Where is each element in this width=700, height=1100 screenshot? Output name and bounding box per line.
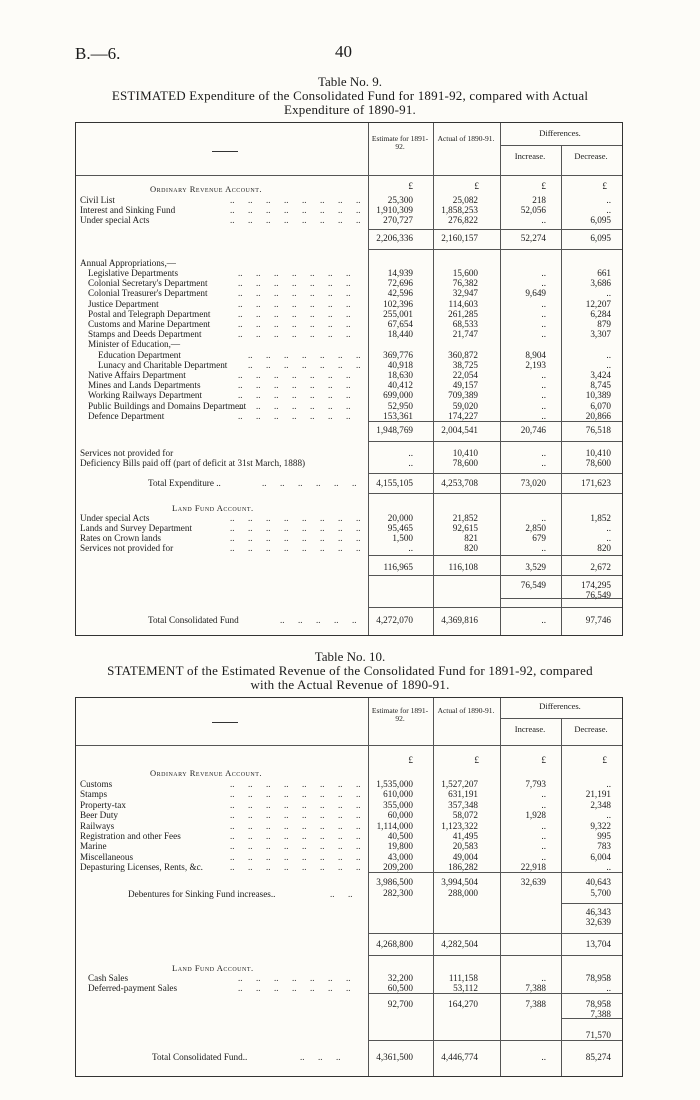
cell-dec: .. <box>606 288 611 299</box>
cell-inc: .. <box>541 410 546 421</box>
cell-est: 42,596 <box>387 288 413 299</box>
cell-act: 49,157 <box>452 380 478 391</box>
cell-inc: .. <box>541 820 546 831</box>
cell-act: 1,527,207 <box>441 779 478 789</box>
cell-dec: 2,672 <box>590 562 611 572</box>
cell-est: 40,500 <box>387 831 413 841</box>
cell-inc: .. <box>541 841 546 852</box>
cell-est: 32,200 <box>387 973 413 983</box>
leader-dots: .. .. .. .. .. .. .. .. <box>230 215 361 225</box>
cell-inc: 32,639 <box>520 877 546 887</box>
cell-est: 60,000 <box>387 810 413 821</box>
cell-dec: 6,095 <box>590 215 611 225</box>
cell-dec: .. <box>606 533 611 543</box>
row-label: Lunacy and Charitable Department <box>98 359 228 370</box>
cell-act: 4,253,708 <box>441 478 478 488</box>
cell-inc: 7,793 <box>525 779 546 789</box>
cell-inc: 679 <box>532 533 546 543</box>
cell-est: 4,155,105 <box>376 478 413 488</box>
cell-inc: .. <box>541 448 546 458</box>
cell-est: 153,361 <box>383 410 413 421</box>
row-label: Defence Department <box>88 410 165 421</box>
cell-est: 2,206,336 <box>376 233 413 243</box>
cell-act: 2,004,541 <box>441 425 478 435</box>
cell-act: 41,495 <box>452 831 478 841</box>
table10-heading-line2: with the Actual Revenue of 1890-91. <box>250 677 450 692</box>
cell-act: 49,004 <box>452 851 478 862</box>
row-label: Property-tax <box>80 799 126 810</box>
table10-dash <box>212 722 238 723</box>
row-label: Deficiency Bills paid off (part of deficit at 31st March, 1888) <box>80 458 306 468</box>
row-label: Justice Department <box>88 298 159 309</box>
table9-col-actual: Actual of 1890-91. <box>437 134 495 143</box>
cell-act: 164,270 <box>448 999 478 1009</box>
row-label: Beer Duty <box>80 810 119 821</box>
cell-act: 20,583 <box>452 841 478 852</box>
cell-dec: .. <box>606 779 611 789</box>
row-label: Customs and Marine Department <box>88 319 211 329</box>
cell-est: 19,800 <box>387 841 413 852</box>
cell-act: 32,947 <box>452 288 478 299</box>
leader-dots: .. .. .. .. .. .. .. <box>238 410 351 421</box>
cell-est: 52,950 <box>387 400 413 411</box>
cell-dec: 6,095 <box>590 233 611 243</box>
cell-inc: .. <box>541 329 546 340</box>
table10-col-estimate: Estimate for 1891-92. <box>371 706 429 723</box>
cell-inc: .. <box>541 268 546 278</box>
row-label: Depasturing Licenses, Rents, &c. <box>80 862 203 873</box>
table9-dash <box>212 151 238 152</box>
cell-inc: .. <box>541 458 546 468</box>
cell-inc: .. <box>541 831 546 841</box>
cell-act: 92,615 <box>452 523 478 533</box>
cell-dec: 78,958 <box>585 999 611 1009</box>
cell-inc: .. <box>541 1052 546 1062</box>
cell-est: 4,272,070 <box>376 615 413 625</box>
table9-section-land: Land Fund Account. <box>172 503 254 513</box>
currency-symbol: £ <box>408 755 413 765</box>
table10-col-increase: Increase. <box>514 724 546 734</box>
cell-dec: .. <box>606 195 611 205</box>
leader-dots: .. .. .. .. .. .. .. .. <box>230 851 361 862</box>
cell-act: 276,822 <box>448 215 478 225</box>
leader-dots: .. .. .. .. .. .. .. .. <box>230 195 361 205</box>
cell-dec: .. <box>606 862 611 873</box>
leader-dots: .. .. .. .. .. .. .. <box>238 288 351 299</box>
cell-act: 1,123,322 <box>441 820 478 831</box>
currency-symbol: £ <box>474 755 479 765</box>
cell-inc: .. <box>541 799 546 810</box>
leader-dots: .. .. .. .. .. .. .. <box>238 973 351 983</box>
cell-est: 14,939 <box>387 268 413 278</box>
cell-dec: .. <box>606 810 611 821</box>
cell-est: 1,114,000 <box>376 820 413 831</box>
table10-heading-line1: STATEMENT of the Estimated Revenue of the Consolidated Fund for 1891-92, compared <box>107 663 593 678</box>
cell-inc: .. <box>541 615 546 625</box>
cell-act: 4,282,504 <box>441 939 478 949</box>
minister-education-label: Minister of Education,— <box>88 339 181 350</box>
row-label: Colonial Secretary's Department <box>88 278 208 289</box>
row-label: Rates on Crown lands <box>80 533 161 543</box>
cell-act: 4,369,816 <box>441 615 478 625</box>
leader-dots: .. .. .. .. .. .. <box>262 478 357 488</box>
leader-dots: .. .. .. .. .. .. .. <box>248 359 361 370</box>
currency-symbol: £ <box>602 181 607 191</box>
cell-dec: 9,322 <box>590 820 611 831</box>
table10-col-differences: Differences. <box>539 701 581 711</box>
leader-dots: .. .. .. .. .. .. .. .. <box>230 789 361 800</box>
leader-dots: .. .. <box>330 889 353 899</box>
cell-dec: 661 <box>597 268 611 278</box>
leader-dots: .. .. .. .. .. .. .. <box>238 329 351 340</box>
cell-inc: 3,529 <box>525 562 546 572</box>
cell-inc: .. <box>541 319 546 329</box>
cell-dec: 995 <box>597 831 611 841</box>
row-label: Interest and Sinking Fund <box>80 205 176 215</box>
cell-dec: 820 <box>597 543 611 553</box>
row-label: Mines and Lands Departments <box>88 380 201 391</box>
cell-dec: 40,643 <box>585 877 611 887</box>
cell-inc: 1,928 <box>525 810 546 821</box>
cell-dec: 5,700 <box>590 888 611 898</box>
leader-dots: .. .. .. <box>300 1052 341 1062</box>
row-label: Miscellaneous <box>80 851 134 862</box>
leader-dots: .. .. .. .. .. .. .. <box>238 298 351 309</box>
cell-inc: .. <box>541 278 546 289</box>
table9-col-increase: Increase. <box>514 151 546 161</box>
cell-est: 102,396 <box>383 298 413 309</box>
table10-section-ordinary: Ordinary Revenue Account. <box>150 768 263 778</box>
cell-dec: .. <box>606 983 611 994</box>
row-label: Cash Sales <box>88 973 129 983</box>
cell-est: 255,001 <box>383 308 413 319</box>
cell-dec: 78,600 <box>585 458 611 468</box>
row-label: Marine <box>80 841 107 852</box>
cell-dec: 6,004 <box>590 851 611 862</box>
cell-dec: .. <box>606 359 611 370</box>
cell-inc: 2,193 <box>525 359 546 370</box>
cell-dec: 76,518 <box>585 425 611 435</box>
page-number: 40 <box>335 42 352 61</box>
cell-dec: 97,746 <box>585 615 611 625</box>
cell-dec: 76,549 <box>585 590 611 600</box>
cell-est: .. <box>408 543 413 553</box>
leader-dots: .. .. .. .. .. .. .. <box>238 278 351 289</box>
cell-est: 95,465 <box>387 523 413 533</box>
cell-dec: 12,207 <box>585 298 611 309</box>
cell-inc: .. <box>541 380 546 391</box>
leader-dots: .. .. .. .. .. <box>280 615 357 625</box>
cell-inc: .. <box>541 390 546 401</box>
cell-act: 186,282 <box>448 862 478 873</box>
cell-est: 116,965 <box>383 562 413 572</box>
currency-symbol: £ <box>541 181 546 191</box>
cell-est: 282,300 <box>383 888 413 898</box>
cell-est: 209,200 <box>383 862 413 873</box>
leader-dots: .. .. .. .. .. .. .. .. <box>230 799 361 810</box>
cell-act: 116,108 <box>448 562 478 572</box>
cell-dec: 6,070 <box>590 400 611 411</box>
cell-dec: 6,284 <box>590 308 611 319</box>
cell-act: 4,446,774 <box>441 1052 478 1062</box>
leader-dots: .. .. .. .. .. .. .. .. <box>230 831 361 841</box>
cell-dec: 3,424 <box>590 370 611 380</box>
cell-inc: 2,850 <box>525 523 546 533</box>
row-label: Native Affairs Department <box>88 370 186 380</box>
cell-act: 820 <box>464 543 478 553</box>
leader-dots: .. .. .. .. .. .. .. .. <box>230 543 361 553</box>
cell-inc: 73,020 <box>520 478 546 488</box>
cell-act: 1,858,253 <box>441 205 478 215</box>
row-label: Stamps and Deeds Department <box>88 329 202 340</box>
cell-act: 22,054 <box>452 370 478 380</box>
cell-act: 174,227 <box>448 410 478 421</box>
cell-act: 58,072 <box>452 810 478 821</box>
cell-inc: .. <box>541 789 546 800</box>
cell-inc: .. <box>541 308 546 319</box>
table9-col-differences: Differences. <box>539 128 581 138</box>
table10-section-land: Land Fund Account. <box>172 963 254 973</box>
row-label: Under special Acts <box>80 215 150 225</box>
cell-inc: .. <box>541 851 546 862</box>
leader-dots: .. .. .. .. .. .. .. <box>238 308 351 319</box>
cell-dec: 3,686 <box>590 278 611 289</box>
row-label: Civil List <box>80 195 115 205</box>
cell-act: 288,000 <box>448 888 478 898</box>
cell-act: 21,747 <box>452 329 478 340</box>
cell-est: 1,535,000 <box>376 779 413 789</box>
cell-est: 369,776 <box>383 349 413 360</box>
row-label: Registration and other Fees <box>80 831 181 841</box>
cell-dec: 46,343 <box>585 907 611 917</box>
row-label: Deferred-payment Sales <box>88 983 178 994</box>
cell-dec: .. <box>606 349 611 360</box>
cell-est: 4,268,800 <box>376 939 413 949</box>
row-label: Education Department <box>98 349 181 360</box>
table10 <box>75 697 623 1077</box>
cell-dec: 78,958 <box>585 973 611 983</box>
leader-dots: .. .. .. .. .. .. .. .. <box>230 205 361 215</box>
table10-col-decrease: Decrease. <box>574 724 608 734</box>
cell-inc: .. <box>541 513 546 523</box>
cell-est: 1,500 <box>392 533 413 543</box>
cell-inc: 20,746 <box>520 425 546 435</box>
cell-act: 357,348 <box>448 799 478 810</box>
row-label: Under special Acts <box>80 513 150 523</box>
cell-inc: .. <box>541 543 546 553</box>
cell-act: 2,160,157 <box>441 233 478 243</box>
table10-title: Table No. 10. <box>314 649 386 664</box>
table9-heading-line2: Expenditure of 1890-91. <box>283 102 417 117</box>
row-label: Customs <box>80 779 113 789</box>
leader-dots: .. .. .. .. .. .. .. .. <box>230 523 361 533</box>
cell-inc: .. <box>541 215 546 225</box>
cell-act: 3,994,504 <box>441 877 478 887</box>
cell-est: 25,300 <box>387 195 413 205</box>
cell-est: 92,700 <box>387 999 413 1009</box>
cell-act: 821 <box>464 533 478 543</box>
cell-est: .. <box>408 458 413 468</box>
cell-inc: 8,904 <box>525 349 546 360</box>
cell-est: 40,918 <box>387 359 413 370</box>
cell-dec: 7,388 <box>590 1009 611 1019</box>
total-consolidated-fund-label: Total Consolidated Fund <box>148 615 239 625</box>
table9-heading-line1: ESTIMATED Expenditure of the Consolidated Fund for 1891-92, compared with Actual <box>111 88 589 103</box>
cell-inc: 9,649 <box>525 288 546 299</box>
cell-est: 1,910,309 <box>376 205 413 215</box>
cell-dec: 8,745 <box>590 380 611 391</box>
cell-est: 18,630 <box>387 370 413 380</box>
cell-est: 67,654 <box>387 319 413 329</box>
debentures-label: Debentures for Sinking Fund increases.. <box>128 889 276 899</box>
leader-dots: .. .. .. .. .. .. .. <box>238 983 351 994</box>
cell-inc: .. <box>541 973 546 983</box>
cell-est: 20,000 <box>387 513 413 523</box>
cell-act: 261,285 <box>448 308 478 319</box>
cell-dec: .. <box>606 523 611 533</box>
row-label: Services not provided for <box>80 543 174 553</box>
table9-col-decrease: Decrease. <box>574 151 608 161</box>
cell-dec: 2,348 <box>590 799 611 810</box>
cell-act: 114,603 <box>448 298 478 309</box>
leader-dots: .. .. .. .. .. .. .. <box>238 390 351 401</box>
cell-est: 60,500 <box>387 983 413 994</box>
cell-est: 3,986,500 <box>376 877 413 887</box>
cell-act: 15,600 <box>452 268 478 278</box>
leader-dots: .. .. .. .. .. .. .. .. <box>230 862 361 873</box>
currency-symbol: £ <box>541 755 546 765</box>
leader-dots: .. .. .. .. .. .. .. .. <box>230 779 361 789</box>
cell-dec: 71,570 <box>585 1030 611 1040</box>
cell-dec: .. <box>606 205 611 215</box>
row-label: Railways <box>80 820 115 831</box>
table9-title: Table No. 9. <box>317 74 383 89</box>
cell-act: 709,389 <box>448 390 478 401</box>
cell-dec: 879 <box>597 319 611 329</box>
cell-dec: 171,623 <box>581 478 611 488</box>
row-label: Lands and Survey Department <box>80 523 193 533</box>
cell-inc: 52,056 <box>520 205 546 215</box>
cell-inc: 7,388 <box>525 983 546 994</box>
cell-est: 610,000 <box>383 789 413 800</box>
cell-dec: 10,410 <box>585 448 611 458</box>
leader-dots: .. .. .. .. .. .. .. <box>238 319 351 329</box>
cell-dec: 174,295 <box>581 580 611 590</box>
cell-dec: 20,866 <box>585 410 611 421</box>
cell-est: 43,000 <box>387 851 413 862</box>
leader-dots: .. .. .. .. .. .. .. <box>238 380 351 391</box>
cell-est: 72,696 <box>387 278 413 289</box>
cell-inc: .. <box>541 298 546 309</box>
cell-inc: 22,918 <box>520 862 546 873</box>
leader-dots: .. .. .. .. .. .. .. <box>238 370 351 380</box>
cell-dec: 85,274 <box>585 1052 611 1062</box>
total-expenditure-label: Total Expenditure .. <box>148 478 221 488</box>
cell-dec: 783 <box>597 841 611 852</box>
cell-inc: 76,549 <box>520 580 546 590</box>
page-reference: B.—6. <box>75 44 121 63</box>
table9-section-ordinary: Ordinary Revenue Account. <box>150 184 263 194</box>
leader-dots: .. .. .. .. .. .. .. <box>238 400 351 411</box>
table10-col-actual: Actual of 1890-91. <box>437 706 495 715</box>
cell-act: 68,533 <box>452 319 478 329</box>
leader-dots: .. .. .. .. .. .. .. .. <box>230 533 361 543</box>
leader-dots: .. .. .. .. .. .. .. .. <box>230 820 361 831</box>
cell-inc: 218 <box>532 195 546 205</box>
row-label: Colonial Treasurer's Department <box>88 288 208 299</box>
cell-est: .. <box>408 448 413 458</box>
cell-dec: 10,389 <box>585 390 611 401</box>
cell-est: 270,727 <box>383 215 413 225</box>
leader-dots: .. .. .. .. .. .. .. <box>238 268 351 278</box>
cell-est: 4,361,500 <box>376 1052 413 1062</box>
cell-act: 53,112 <box>453 983 478 994</box>
cell-dec: 1,852 <box>590 513 611 523</box>
cell-dec: 32,639 <box>585 917 611 927</box>
cell-act: 25,082 <box>452 195 478 205</box>
cell-inc: 7,388 <box>525 999 546 1009</box>
cell-inc: 52,274 <box>520 233 546 243</box>
cell-act: 21,852 <box>452 513 478 523</box>
row-label: Legislative Departments <box>88 268 179 278</box>
cell-act: 10,410 <box>452 448 478 458</box>
row-label: Public Buildings and Domains Department <box>88 400 247 411</box>
row-label: Services not provided for <box>80 448 174 458</box>
leader-dots: .. .. .. .. .. .. .. .. <box>230 841 361 852</box>
currency-symbol: £ <box>474 181 479 191</box>
currency-symbol: £ <box>408 181 413 191</box>
leader-dots: .. .. .. .. .. .. .. .. <box>230 810 361 821</box>
cell-est: 18,440 <box>387 329 413 340</box>
total-consolidated-fund-label: Total Consolidated Fund.. <box>152 1052 248 1062</box>
cell-inc: .. <box>541 370 546 380</box>
cell-act: 111,158 <box>448 973 478 983</box>
row-label: Postal and Telegraph Department <box>88 308 211 319</box>
cell-est: 699,000 <box>383 390 413 401</box>
annual-appropriations-label: Annual Appropriations,— <box>80 258 176 268</box>
currency-symbol: £ <box>602 755 607 765</box>
cell-dec: 13,704 <box>585 939 611 949</box>
cell-act: 360,872 <box>448 349 478 360</box>
cell-act: 76,382 <box>452 278 478 289</box>
cell-est: 355,000 <box>383 799 413 810</box>
cell-est: 1,948,769 <box>376 425 413 435</box>
row-label: Working Railways Department <box>88 390 203 401</box>
row-label: Stamps <box>80 789 108 800</box>
cell-act: 78,600 <box>452 458 478 468</box>
cell-act: 38,725 <box>452 359 478 370</box>
cell-dec: 21,191 <box>585 789 611 800</box>
cell-est: 40,412 <box>387 380 413 391</box>
cell-act: 59,020 <box>452 400 478 411</box>
cell-inc: .. <box>541 400 546 411</box>
leader-dots: .. .. .. .. .. .. .. <box>248 349 361 360</box>
table9-col-estimate: Estimate for 1891-92. <box>371 134 429 151</box>
leader-dots: .. .. .. .. .. .. .. .. <box>230 513 361 523</box>
cell-dec: 3,307 <box>590 329 611 340</box>
cell-act: 631,191 <box>448 789 478 800</box>
